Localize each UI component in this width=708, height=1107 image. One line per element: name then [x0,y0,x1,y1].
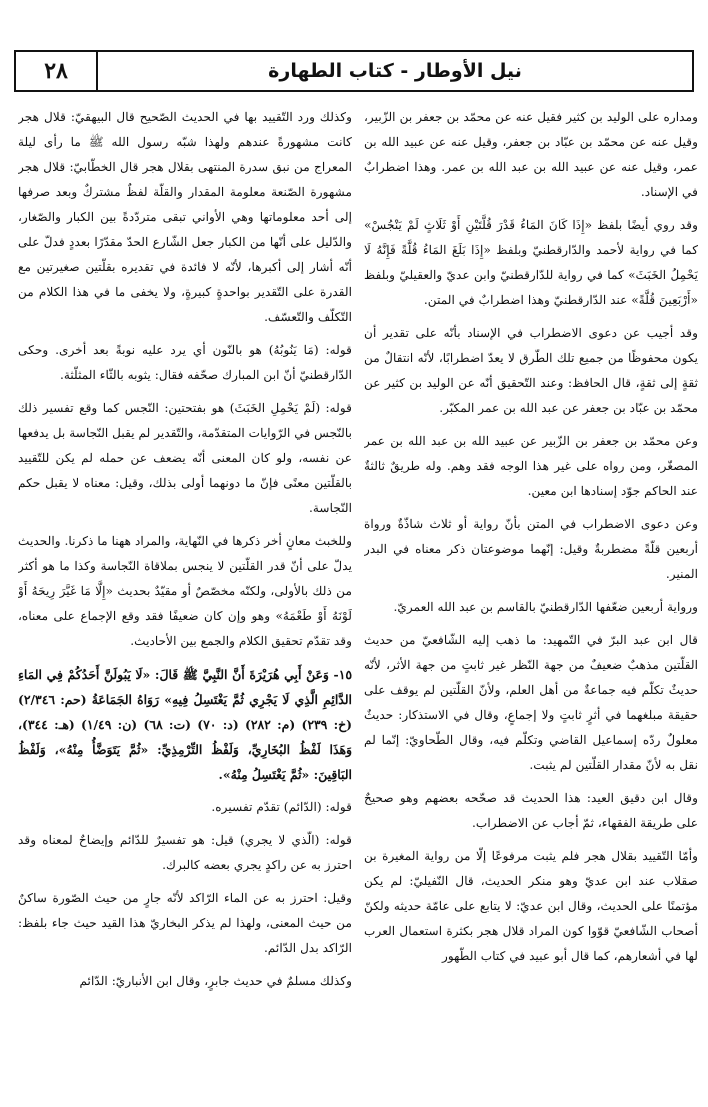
paragraph: قوله: (مَا يَنُوبُهُ) هو بالنّون أي يرد عليه نوبةً بعد أخرى. وحكى الدّارقطنيّ أنّ ابن المبارك صحّفه فقال: يثوبه بالثّاء المثلّثة. [18,343,352,382]
paragraph: ورواية أربعين ضعّفها الدّارقطنيّ بالقاسم بن عبد الله العمريّ. [393,600,698,614]
paragraph: قوله: (الّذي لا يجري) قيل: هو تفسيرٌ للدّائم وإيضاحٌ لمعناه وقد احترز به عن راكدٍ يجري بعضه كالبرك. [18,833,352,872]
paragraph: وكذلك مسلمٌ في حديث جابرٍ، وقال ابن الأنباريّ: الدّائم [79,974,352,988]
paragraph: وقد روي أيضًا بلفظ «إِذَا كَانَ المَاءُ قَدْرَ قُلَّتَيْنِ أَوْ ثَلَاثٍ لَمْ يَنْجُسْ» كما في رواية لأحمد والدّارقطنيّ وبلفظ «إِذَا بَلَغَ المَاءُ قُلَّةً فَإِنَّهُ لَا يَحْمِلُ الخَبَثَ» كما في رواية للدّارقطنيّ وابن عديّ والعقيليّ وبلفظ «أَرْبَعِينَ قُلَّةً» عند الدّارقطنيّ وهذا اضطرابٌ في المتن. [364,218,698,307]
paragraph: وعن دعوى الاضطراب في المتن بأنّ رواية أو ثلاث شاذّةٌ ورواة أربعين قلّةً مضطربةٌ وقيل: إنّهما موضوعتان ذكر معناه في البدر المنير. [364,517,698,581]
paragraph: قوله: (لَمْ يَحْمِلِ الخَبَثَ) هو بفتحتين: النّجس كما وقع تفسير ذلك بالنّجس في الرّوايات المتقدّمة، والتّقدير لم يقبل النّجاسة بل يدفعها عن نفسه، ولو كان المعنى أنّه يضعف عن حمله لم يكن للتّقييد بالقلّتين معنًى فإنّ ما دونهما أولى بذلك، وقيل: معناه لا يقبل حكم النّجاسة. [18,401,352,515]
paragraph: وعن محمّد بن جعفر بن الزّبير عن عبيد الله بن عبد الله بن عمر المصغّر، ومن رواه على غير هذا الوجه فقد وهم. وله طريقٌ ثالثةٌ عند الحاكم جوّد إسنادها ابن معين. [364,434,698,498]
running-title: نيل الأوطار - كتاب الطهارة [268,60,522,82]
paragraph: وقال ابن دقيق العيد: هذا الحديث قد صحّحه بعضهم وهو صحيحٌ على طريقة الفقهاء، ثمّ أجاب عن الاضطراب. [364,791,698,830]
paragraph: قال ابن عبد البرّ في التّمهيد: ما ذهب إليه الشّافعيّ من حديث القلّتين مذهبٌ ضعيفٌ من جهة النّظر غير ثابتٍ من جهة الأثر، لأنّه حديثٌ تكلّم فيه جماعةٌ من أهل العلم، ولأنّ القلّتين لم يوقف على حقيقة مبلغهما في أثرٍ ثابتٍ ولا إجماعٍ، وقال في الاستذكار: حديثٌ معلولٌ ردّه إسماعيل القاضي وتكلّم فيه، وقال الطّحاويّ: إنّما لم نقل به لأنّ مقدار القلّتين لم يثبت. [364,633,698,772]
paragraph: وكذلك ورد التّقييد بها في الحديث الصّحيح قال البيهقيّ: قلال هجر كانت مشهورةً عندهم ولهذا شبّه رسول الله ﷺ ما رأى ليلة المعراج من نبق سدرة المنتهى بقلال هجر قال الخطّابيّ: قلال هجر مشهورة الصّنعة معلومة المقدار والقلّة لفظٌ مشتركٌ وبعد صرفها إلى أحد معلوماتها وهي الأواني تبقى متردّدةً بين الكبار والصّغار، والدّليل على أنّها من الكبار جعل الشّارع الحدّ مقدّرًا بعددٍ فدلّ على أنّه أشار إلى أكبرها، لأنّه لا فائدة في تقديره بقلّتين صغيرتين مع القدرة على التّقدير بواحدةٍ كبيرةٍ، ولا يخفى ما في هذا الكلام من التّكلّف والتّعسّف. [18,110,352,324]
paragraph: قوله: (الدّائم) تقدّم تفسيره. [211,800,352,814]
hadith-text: ١٥- وَعَنْ أَبِي هُرَيْرَةَ أَنَّ النَّبِيَّ ﷺ قَالَ: «لَا يَبُولَنَّ أَحَدُكُمْ فِي المَاءِ الدَّائِمِ الَّذِي لَا يَجْرِي ثُمَّ يَغْتَسِلُ فِيهِ» رَوَاهُ الجَمَاعَةُ (حم: ٢/٣٤٦) (خ: ٢٣٩) (م: ٢٨٢) (د: ٧٠) (ت: ٦٨) (ن: ١/٤٩) (هـ: ٣٤٤)، وَهَذَا لَفْظُ البُخَارِيِّ، وَلَفْظُ التِّرْمِذِيِّ: «ثُمَّ يَتَوَضَّأُ مِنْهُ»، وَلَفْظُ البَاقِينَ: «ثُمَّ يَغْتَسِلُ مِنْهُ». [18,667,352,782]
paragraph: وأمّا التّقييد بقلال هجر فلم يثبت مرفوعًا إلّا من رواية المغيرة بن صقلاب عند ابن عديّ وهو منكر الحديث، قال النّفيليّ: لم يكن مؤتمنًا على الحديث، وقال ابن عديّ: لا يتابع على عامّة حديثه ولكنّ أصحاب الشّافعيّ قوّوا كون المراد قلال هجر بكثرة استعمال العرب لها في أشعارهم، كما قال أبو عبيد في كتاب الطّهور [364,849,698,963]
paragraph: ومداره على الوليد بن كثير فقيل عنه عن محمّد بن جعفر بن الزّبير، وقيل عنه عن محمّد بن عبّاد بن جعفر، وقيل عنه عن عبيد الله بن عمر، وقيل عنه عن عبيد الله بن عبد الله بن عمر. وهذا اضطرابٌ في الإسناد. [364,110,698,199]
paragraph: وقد أجيب عن دعوى الاضطراب في الإسناد بأنّه على تقدير أن يكون محفوظًا من جميع تلك الطّرق لا يعدّ اضطرابًا، لأنّه انتقالٌ من ثقةٍ إلى ثقةٍ، قال الحافظ: وعند التّحقيق أنّه عن الوليد بن كثير عن محمّد بن عبّاد بن جعفر عن عبد الله بن عمر المكبّر. [364,326,698,415]
page-number: ٢٨ [16,52,98,90]
left-column [18,105,352,1095]
right-column [364,105,698,1095]
paragraph: وقيل: احترز به عن الماء الرّاكد لأنّه جارٍ من حيث الصّورة ساكنٌ من حيث المعنى، ولهذا لم يذكر البخاريّ هذا القيد حيث جاء بلفظ: الرّاكد بدل الدّائم. [18,891,352,955]
paragraph: وللخبث معانٍ أخر ذكرها في النّهاية، والمراد ههنا ما ذكرنا. والحديث يدلّ على أنّ قدر القلّتين لا ينجس بملاقاة النّجاسة وكذا ما هو أكثر من ذلك بالأولى، ولكنّه مخصّصٌ أو مقيّدٌ بحديث «إِلَّا مَا غَيَّرَ رِيحَهُ أَوْ لَوْنَهُ أَوْ طَعْمَهُ» وهو وإن كان ضعيفًا فقد وقع الإجماع على معناه، وقد تقدّم تحقيق الكلام والجمع بين الأحاديث. [18,534,352,648]
page-header [14,50,694,92]
